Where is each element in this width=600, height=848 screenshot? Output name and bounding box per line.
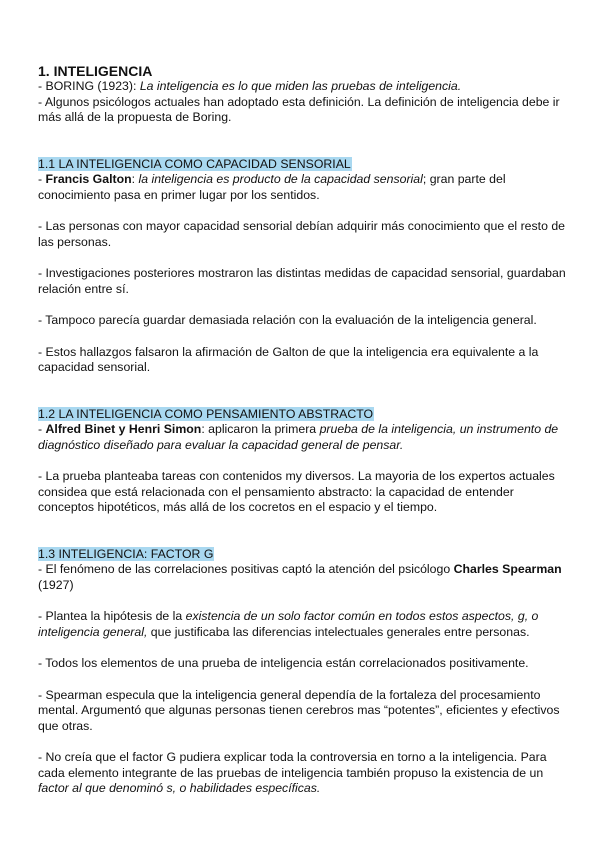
hypothesis-paragraph: - Plantea la hipótesis de la existencia de un solo factor común en todos estos aspectos, g, o inteligencia general, que justificaba las diferencias intelectuales generales entre personas.: [38, 609, 539, 639]
galton-paragraph: - Francis Galton: la inteligencia es producto de la capacidad sensorial; gran parte del conocimiento pasa en primer lugar por los sentidos.: [38, 172, 506, 202]
spacer: [38, 126, 573, 157]
section-heading-1-2: 1.2 LA INTELIGENCIA COMO PENSAMIENTO ABSTRACTO: [38, 406, 374, 421]
research-paragraph: - Investigaciones posteriores mostraron las distintas medidas de capacidad sensorial, guardaban relación entre sí.: [38, 266, 566, 296]
page-title: 1. INTELIGENCIA: [38, 63, 153, 79]
sensory-paragraph: - Las personas con mayor capacidad sensorial debían adquirir más conocimiento que el resto de las personas.: [38, 219, 566, 249]
intro-definition: - Algunos psicólogos actuales han adoptado esta definición. La definición de inteligencia debe ir más allá de la propuesta de Boring.: [38, 94, 560, 124]
spearman-paragraph: - El fenómeno de las correlaciones positivas captó la atención del psicólogo Charles Spearman (1927): [38, 562, 562, 592]
test-paragraph: - La prueba planteaba tareas con contenidos my diversos. La mayoria de los expertos actuales considea que está relacionada con el pensamiento abstracto: la capacidad de entender conceptos hipotéticos, más allá de los cocretos en el espacio y el tiempo.: [38, 469, 555, 514]
falsified-paragraph: - Estos hallazgos falsaron la afirmación de Galton de que la inteligencia era equivalente a la capacidad sensorial.: [38, 344, 539, 374]
section-heading-1-1: 1.1 LA INTELIGENCIA COMO CAPACIDAD SENSORIAL: [38, 156, 351, 171]
processing-paragraph: - Spearman especula que la inteligencia general dependía de la fortaleza del procesamiento mental. Argumentó que algunas personas tienen cerebros mas “potentes”, eficientes y efectivos que otras.: [38, 687, 560, 733]
section-heading-1-3: 1.3 INTELIGENCIA: FACTOR G: [38, 546, 214, 561]
correlation-paragraph: - Todos los elementos de una prueba de inteligencia están correlacionados positivamente.: [38, 656, 529, 670]
factor-s-paragraph: - No creía que el factor G pudiera explicar toda la controversia en torno a la inteligencia. Para cada elemento integrante de las pruebas de inteligencia también propuso la existencia de un factor al que denominó s, o habilidades específicas.: [38, 750, 547, 795]
relation-paragraph: - Tampoco parecía guardar demasiada relación con la evaluación de la inteligencia general.: [38, 313, 537, 327]
document-page: [38, 63, 573, 797]
intro-boring: - BORING (1923): La inteligencia es lo que miden las pruebas de inteligencia.: [38, 79, 462, 93]
binet-paragraph: - Alfred Binet y Henri Simon: aplicaron la primera prueba de la inteligencia, un instrumento de diagnóstico diseñado para evaluar la capacidad general de pensar.: [38, 422, 559, 452]
